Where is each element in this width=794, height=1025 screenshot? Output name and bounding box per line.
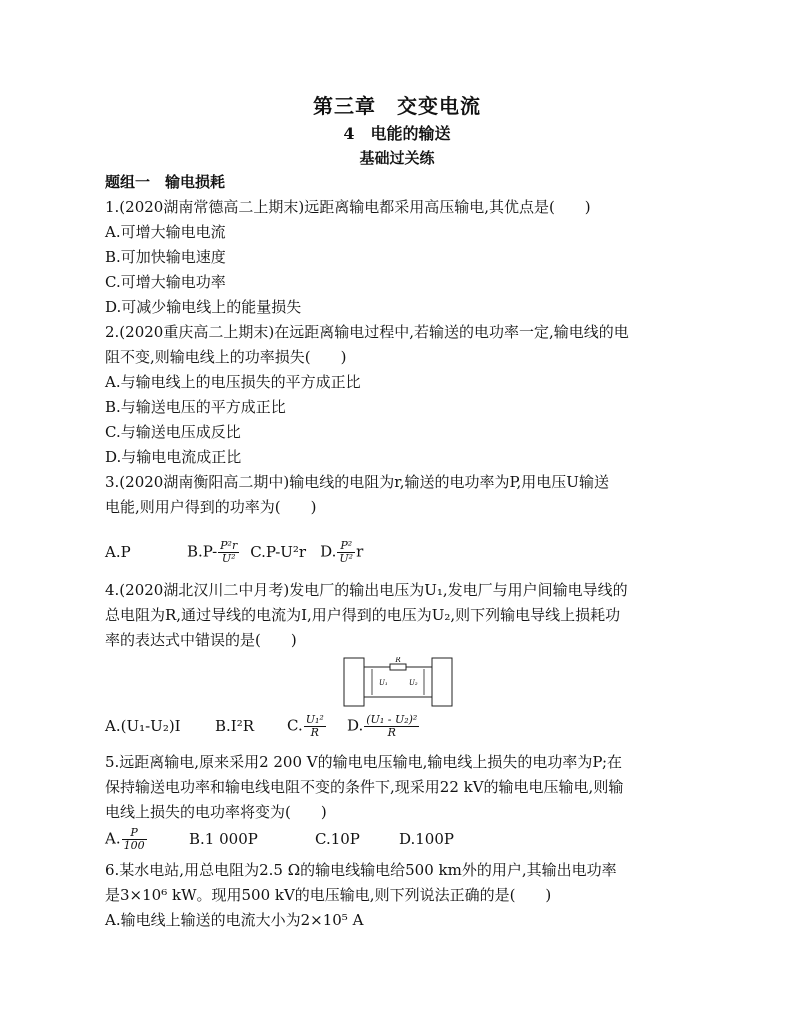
q4-stem-line2: 总电阻为R,通过导线的电流为I,用户得到的电压为U₂,则下列输电导线上损耗功 [105, 606, 621, 624]
q5-stem-line1: 5.远距离输电,原来采用2 200 V的输电电压输电,输电线上损失的电功率为P;在 [105, 753, 623, 771]
q3-stem-line1: 3.(2020湖南衡阳高二期中)输电线的电阻为r,输送的电功率为P,用电压U输送 [105, 473, 609, 491]
user-box [432, 658, 452, 706]
q1-stem: 1.(2020湖南常德高二上期末)远距离输电都采用高压输电,其优点是( ) [105, 198, 591, 216]
u2-label: U₂ [409, 679, 418, 687]
q5-stem-line3: 电线上损失的电功率将变为( ) [105, 803, 327, 821]
q6-option-a: A.输电线上输送的电流大小为2×10⁵ A [105, 911, 364, 929]
q3-option-d-fraction [337, 540, 355, 565]
q3-option-b-denominator: U² [221, 552, 236, 565]
q3-option-b [187, 540, 240, 565]
q1-option-a: A.可增大输电电流 [105, 223, 226, 241]
q5-option-a-denominator: 100 [123, 839, 145, 852]
q1-option-d: D.可减少输电线上的能量损失 [105, 298, 302, 316]
q4-option-c-fraction [304, 714, 326, 739]
q4-option-c [287, 714, 347, 739]
q6-stem-line1: 6.某水电站,用总电阻为2.5 Ω的输电线输电给500 km外的用户,其输出电功率 [105, 861, 617, 879]
q5-option-c: C.10P [315, 829, 360, 848]
q4-option-d [347, 714, 420, 739]
resistor-symbol [390, 664, 406, 670]
q5-option-a-prefix: A. [105, 829, 121, 848]
q3-option-a: A.P [105, 542, 131, 561]
q1-option-b: B.可加快输电速度 [105, 248, 226, 266]
q4-option-c-denominator: R [310, 726, 319, 739]
q3-option-b-fraction [218, 540, 239, 565]
q5-option-a [105, 827, 189, 852]
q4-stem-line1: 4.(2020湖北汉川二中月考)发电厂的输出电压为U₁,发电厂与用户间输电导线的 [105, 581, 628, 599]
q3-options [105, 540, 363, 565]
q3-option-d-prefix: D. [320, 542, 337, 561]
q3-stem-line2: 电能,则用户得到的功率为( ) [105, 498, 317, 516]
q4-option-a: A.(U₁-U₂)I [105, 716, 181, 735]
q3-option-c: C.P-U²r [250, 542, 307, 561]
q3-option-d-suffix: r [356, 542, 364, 561]
resistor-label: R [395, 657, 401, 664]
q4-option-d-numerator: (U₁ - U₂)² [366, 713, 418, 726]
q4-option-c-numerator: U₁² [305, 713, 324, 726]
q4-option-d-fraction [364, 714, 419, 739]
q4-option-c-prefix: C. [287, 716, 303, 735]
q1-option-c: C.可增大输电功率 [105, 273, 226, 291]
q2-option-c: C.与输送电压成反比 [105, 423, 241, 441]
q2-option-b: B.与输送电压的平方成正比 [105, 398, 286, 416]
group-heading: 题组一 输电损耗 [105, 173, 226, 191]
q2-option-a: A.与输电线上的电压损失的平方成正比 [105, 373, 361, 391]
q4-options [105, 714, 420, 739]
q4-stem-line3: 率的表达式中错误的是( ) [105, 631, 297, 649]
q3-option-d-denominator: U² [339, 552, 354, 565]
q5-option-b: B.1 000P [189, 829, 258, 848]
q4-option-d-denominator: R [387, 726, 396, 739]
chapter-title: 第三章 交变电流 [313, 94, 481, 118]
section-title: 4 电能的输送 [343, 124, 451, 143]
q5-option-a-numerator: P [122, 827, 147, 840]
u1-label: U₁ [379, 679, 388, 687]
q3-option-d [320, 540, 363, 565]
q3-option-b-prefix: B.P- [187, 542, 218, 561]
q5-stem-line2: 保持输送电功率和输电线电阻不变的条件下,现采用22 kV的输电电压输电,则输 [105, 778, 624, 796]
q3-option-d-numerator: P² [337, 540, 355, 553]
q5-options [105, 827, 454, 852]
transmission-circuit-diagram [343, 657, 453, 707]
exercise-subtitle: 基础过关练 [359, 149, 435, 167]
q2-option-d: D.与输电电流成正比 [105, 448, 242, 466]
q5-option-a-fraction [122, 827, 147, 852]
q3-option-b-numerator: P²r [220, 539, 238, 552]
q4-option-b: B.I²R [215, 716, 255, 735]
q4-option-d-prefix: D. [347, 716, 364, 735]
q5-option-d: D.100P [399, 829, 454, 848]
q6-stem-line2: 是3×10⁶ kW。现用500 kV的电压输电,则下列说法正确的是( ) [105, 886, 552, 904]
q2-stem-line2: 阻不变,则输电线上的功率损失( ) [105, 348, 347, 366]
power-plant-box [344, 658, 364, 706]
q2-stem-line1: 2.(2020重庆高二上期末)在远距离输电过程中,若输送的电功率一定,输电线的电 [105, 323, 629, 341]
